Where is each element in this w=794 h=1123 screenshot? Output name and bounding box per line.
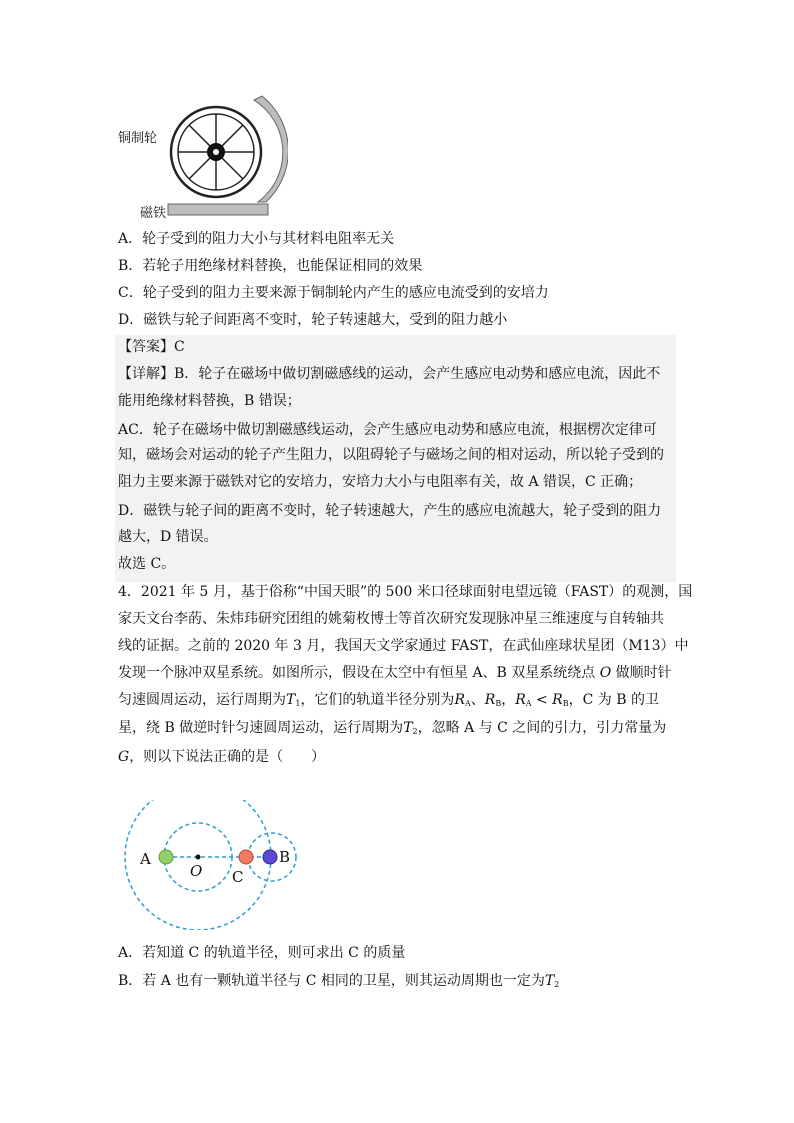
star-c <box>239 850 253 864</box>
wheel-axle <box>213 149 219 155</box>
analysis-line: D．磁铁与轮子间的距离不变时，轮子转速越大，产生的感应电流越大，轮子受到的阻力 <box>118 503 662 519</box>
magnet-arc <box>254 96 288 202</box>
q4-stem-line: G，则以下说法正确的是（ ） <box>118 749 326 765</box>
magnet-base <box>168 204 268 215</box>
label-a: A <box>140 850 151 868</box>
q4-stem-line: 匀速圆周运动，运行周期为$T_1$，它们的轨道半径分别为$R_A$、$R_B$，$R_A < R_B$，C 为 B 的卫 <box>118 692 659 708</box>
wheel-label: 铜制轮 <box>118 131 158 146</box>
q3-answer: 【答案】C <box>118 339 185 355</box>
q4-option-a: A．若知道 C 的轨道半径，则可求出 C 的质量 <box>118 945 406 961</box>
analysis-line: 越大，D 错误。 <box>118 529 218 545</box>
star-a <box>159 850 173 864</box>
analysis-line: 阻力主要来源于磁铁对它的安培力，安培力大小与电阻率有关，故 A 错误，C 正确； <box>118 474 643 490</box>
q4-stem-line: 4．2021 年 5 月，基于俗称“中国天眼”的 500 米口径球面射电望远镜（FAST）的观测，国 <box>118 584 693 600</box>
label-c: C <box>232 868 244 886</box>
label-o: O <box>190 862 203 880</box>
q4-stem-line: 家天文台李菂、朱炜玮研究团组的姚菊枚博士等首次研究发现脉冲星三维速度与自转轴共 <box>118 611 664 627</box>
copper-wheel-figure <box>118 92 288 224</box>
analysis-line: 【详解】B．轮子在磁场中做切割磁感线的运动，会产生感应电动势和感应电流，因此不 <box>118 366 661 382</box>
analysis-line: AC．轮子在磁场中做切割磁感线运动，会产生感应电动势和感应电流，根据楞次定律可 <box>118 422 657 438</box>
q3-option-b: B．若轮子用绝缘材料替换，也能保证相同的效果 <box>118 258 423 274</box>
q3-option-a: A．轮子受到的阻力大小与其材料电阻率无关 <box>118 231 395 247</box>
q3-option-d: D．磁铁与轮子间距离不变时，轮子转速越大，受到的阻力越小 <box>118 312 508 328</box>
analysis-line: 能用绝缘材料替换，B 错误； <box>118 393 301 409</box>
analysis-line: 故选 C。 <box>118 556 176 572</box>
label-b: B <box>279 848 291 866</box>
magnet-label: 磁铁 <box>140 206 167 221</box>
analysis-line: 知，磁场会对运动的轮子产生阻力，以阻碍轮子与磁场之间的相对运动，所以轮子受到的 <box>118 447 664 463</box>
q4-stem-line: 发现一个脉冲双星系统。如图所示，假设在太空中有恒星 A、B 双星系统绕点 O 做顺时针 <box>118 665 672 681</box>
q3-option-c: C．轮子受到的阻力主要来源于铜制轮内产生的感应电流受到的安培力 <box>118 285 549 301</box>
q4-stem-line: 星，绕 B 做逆时针匀速圆周运动，运行周期为$T_2$，忽略 A 与 C 之间的引力，引力常量为 <box>118 720 667 736</box>
q4-option-b: B．若 A 也有一颗轨道半径与 C 相同的卫星，则其运动周期也一定为$T_2$ <box>118 973 560 989</box>
star-b <box>263 850 277 864</box>
center-point-o <box>196 855 201 860</box>
q4-stem-line: 线的证据。之前的 2020 年 3 月，我国天文学家通过 FAST，在武仙座球状星团（M13）中 <box>118 638 689 654</box>
binary-star-figure <box>118 800 308 930</box>
